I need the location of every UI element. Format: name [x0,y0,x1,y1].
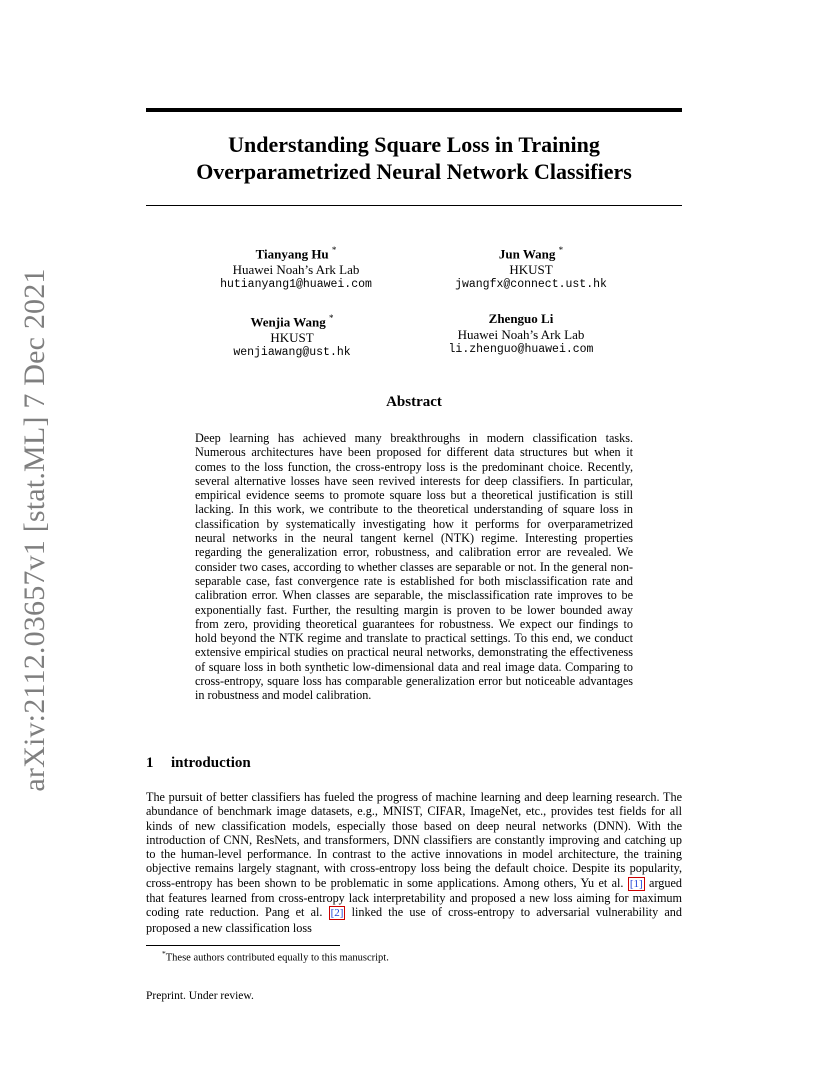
author-email: hutianyang1@huawei.com [220,278,372,292]
author-affiliation: HKUST [270,329,314,345]
section-title: introduction [171,755,251,771]
arxiv-sidebar [0,0,60,1072]
footnote-text: These authors contributed equally to this manuscript. [165,952,389,964]
author-affiliation: Huawei Noah’s Ark Lab [232,261,360,277]
author-email: wenjiawang@ust.hk [233,346,351,360]
author-name: Tianyang Hu [255,246,329,262]
intro-text-part: argued that features learned from cross-entropy lack interpretability and proposed a new loss aiming for maximum coding rate reduction. Pang et al. [146,875,682,920]
abstract-text: Deep learning has achieved many breakthroughs in modern classification tasks. Numerous architectures have been proposed for different data structures but when it comes to the loss function, the cross-entropy loss is the predominant choice. Recently, several alternative losses have seen revived interests for deep classifiers. In particular, empirical evidence seems to promote square loss but a theoretical justification is still lacking. In this work, we contribute to the theoretical understanding of square loss in classification by systematically investigating how it performs for overparametrized neural networks in the neural tangent kernel (NTK) regime. Interesting properties regarding the generalization error, robustness, and calibration error are revealed. We consider two cases, according to whether classes are separable or not. In the general non-separable case, fast convergence rate is established for both misclassification rate and calibration error. When classes are separable, the misclassification rate improves to be exponentially fast. Further, the resulting margin is proven to be lower bounded away from zero, providing theoretical guarantees for robustness. We expect our findings to hold beyond the NTK regime and translate to practical settings. To this end, we conduct extensive empirical studies on practical neural networks, demonstrating the effectiveness of square loss in both synthetic low-dimensional data and real image data. Comparing to cross-entropy, square loss has comparable generalization error but noticeable advantages in robustness and model calibration. [195,431,633,703]
title-rule-bottom [146,205,682,206]
intro-text-part: linked the use of cross-entropy to adversarial vulnerability and proposed a new classification loss [146,905,682,935]
footnote-mark: * [162,949,166,958]
author-name: Wenjia Wang [250,314,326,330]
author-name: Zhenguo Li [488,311,554,326]
paper-title [146,131,682,185]
author-block [411,243,651,293]
author-email: li.zhenguo@huawei.com [448,343,594,356]
author-email: jwangfx@connect.ust.hk [455,278,607,292]
author-affiliation: HKUST [509,261,553,277]
author-block [176,243,416,293]
title-rule-top [146,108,682,112]
author-block [172,311,412,361]
footnote [162,949,389,964]
citation-link[interactable]: [2] [330,907,344,920]
intro-text-part: The pursuit of better classifiers has fueled the progress of machine learning and deep learning research. The abundance of benchmark image datasets, e.g., MNIST, CIFAR, ImageNet, etc., provides test fields for all kinds of new classification models, especially those based on deep neural networks (DNN). With the introduction of CNN, ResNets, and transformers, DNN classifiers are constantly improving and catching up to the human-level performance. In contrast to the active innovations in model architecture, the training objective remains largely stagnant, with cross-entropy loss being the default choice. Despite its popularity, cross-entropy has been shown to be problematic in some applications. Among others, Yu et al. [146,790,682,890]
author-mark: * [329,313,334,323]
author-name: Jun Wang [498,246,556,262]
title-line-2: Overparametrized Neural Network Classifiers [196,159,632,184]
section-number: 1 [146,755,154,771]
title-line-1: Understanding Square Loss in Training [228,132,600,157]
citation-link[interactable]: [1] [629,877,643,890]
author-mark: * [331,245,337,255]
section-heading [146,755,251,772]
author-mark: * [558,245,564,255]
introduction-text [146,790,682,935]
footnote-rule [146,945,340,946]
arxiv-identifier: arXiv:2112.03657v1 [stat.ML] 7 Dec 2021 [18,268,51,792]
author-block [401,311,641,358]
preprint-note: Preprint. Under review. [146,990,254,1002]
author-affiliation: Huawei Noah’s Ark Lab [457,326,585,342]
abstract-heading: Abstract [386,394,442,410]
